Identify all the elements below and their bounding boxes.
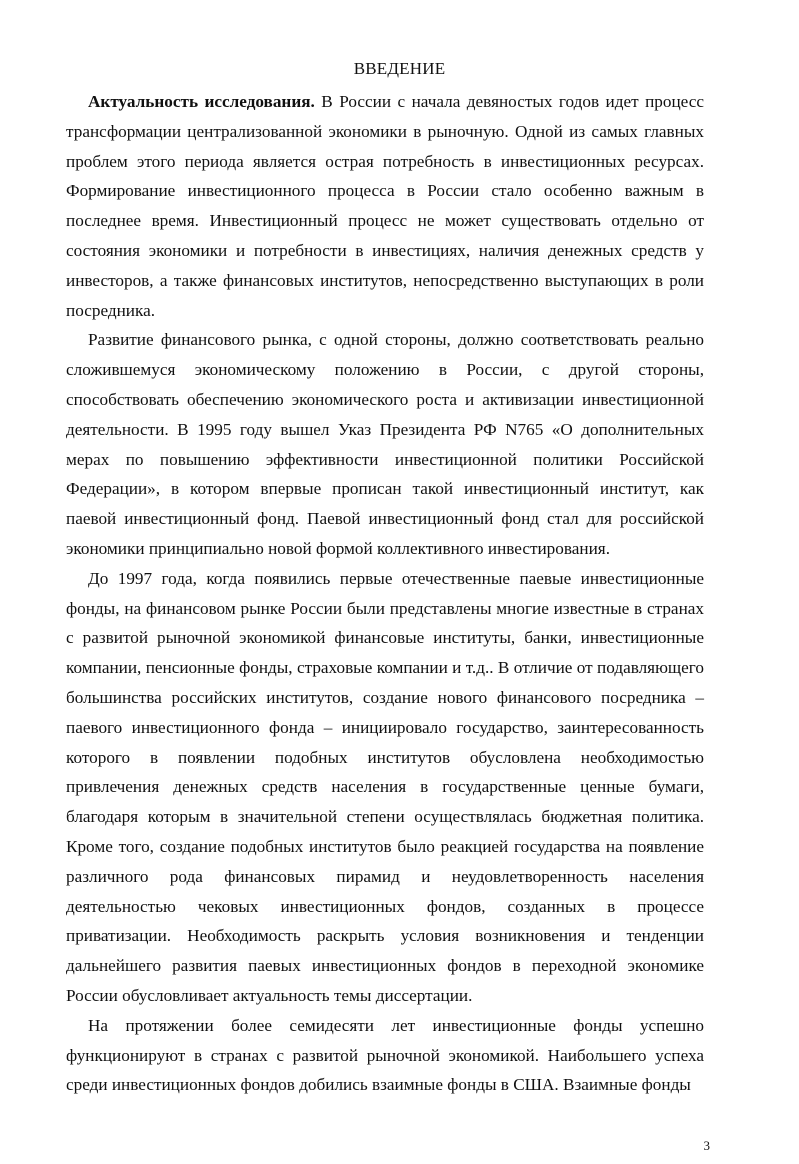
paragraph-text: Развитие финансового рынка, с одной стороны, должно соответствовать реально сложившемуся экономическому положению в России, с другой стороны, способствовать обеспечению экономического роста и активизации инвестиционной деятельности. В 1995 году вышел Указ Президента РФ N765 «О дополнительных мерах по повышению эффективности инвестиционной политики Российской Федерации», в котором впервые прописан такой инвестиционный институт, как паевой инвестиционный фонд. Паевой инвестиционный фонд стал для российской экономики принципиально новой формой коллективного инвестирования. bbox=[66, 330, 704, 558]
page-number: 3 bbox=[703, 1138, 710, 1153]
section-title: ВВЕДЕНИЕ bbox=[353, 59, 446, 78]
paragraph bbox=[66, 325, 704, 563]
document-body bbox=[66, 87, 704, 1100]
paragraph bbox=[66, 564, 704, 1011]
paragraph-lead: Актуальность исследования. bbox=[88, 92, 315, 111]
paragraph-text: На протяжении более семидесяти лет инвестиционные фонды успешно функционируют в странах с развитой рыночной экономикой. Наибольшего успеха среди инвестиционных фондов добились взаимные фонды в США. Взаимные фонды bbox=[66, 1015, 704, 1095]
paragraph bbox=[66, 1011, 704, 1100]
paragraph-text: В России с начала девяностых годов идет процесс трансформации централизованной экономики в рыночную. Одной из самых главных проблем этого периода является острая потребность в инвестиционных ресурсах. Формирование инвестиционного процесса в России стало особенно важным в последнее время. Инвестиционный процесс не может существовать отдельно от состояния экономики и потребности в инвестициях, наличия денежных средств у инвесторов, а также финансовых институтов, непосредственно выступающих в роли посредника. bbox=[66, 92, 704, 320]
paragraph bbox=[66, 87, 704, 325]
paragraph-text: До 1997 года, когда появились первые отечественные паевые инвестиционные фонды, на финансовом рынке России были представлены многие известные в странах с развитой рыночной экономикой финансовые институты, банки, инвестиционные компании, пенсионные фонды, страховые компании и т.д.. В отличие от подавляющего большинства российских институтов, создание нового финансового посредника – паевого инвестиционного фонда – инициировало государство, заинтересованность которого в появлении подобных институтов обусловлена необходимостью привлечения денежных средств населения в государственные ценные бумаги, благодаря которым в значительной степени осуществлялась бюджетная политика. Кроме того, создание подобных институтов было реакцией государства на появление различного рода финансовых пирамид и неудовлетворенность населения деятельностью чековых инвестиционных фондов, созданных в процессе приватизации. Необходимость раскрыть условия возникновения и тенденции дальнейшего развития паевых инвестиционных фондов в переходной экономике России обусловливает актуальность темы диссертации. bbox=[66, 568, 704, 1005]
